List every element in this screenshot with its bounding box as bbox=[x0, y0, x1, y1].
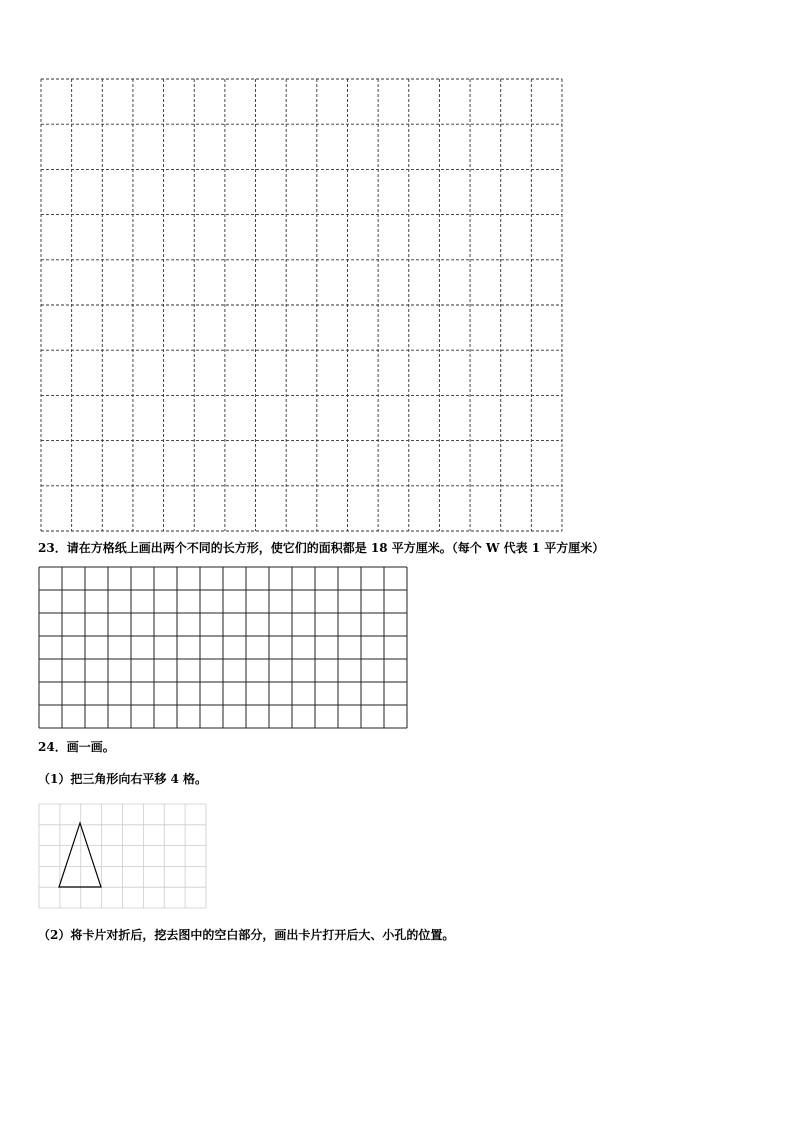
question-24-part-1: （1）把三角形向右平移 4 格。 bbox=[38, 772, 208, 786]
question-24-part-2: （2）将卡片对折后，挖去图中的空白部分，画出卡片打开后大、小孔的位置。 bbox=[38, 928, 455, 942]
question-23 bbox=[38, 540, 604, 556]
translation-grid bbox=[38, 803, 208, 909]
grid-lines bbox=[39, 567, 407, 728]
rectangle-drawing-grid bbox=[38, 566, 410, 730]
question-24-text: 画一画。 bbox=[66, 740, 115, 754]
answer-writing-grid bbox=[40, 78, 564, 532]
grid-lines bbox=[39, 804, 206, 908]
question-23-number: 23． bbox=[38, 541, 67, 555]
question-24 bbox=[38, 739, 115, 755]
triangle-shape bbox=[59, 823, 101, 887]
question-24-number: 24． bbox=[38, 740, 67, 754]
question-23-text: 请在方格纸上画出两个不同的长方形，使它们的面积都是 18 平方厘米。（每个 W 代表 1 平方厘米） bbox=[66, 541, 605, 555]
grid-lines bbox=[41, 79, 562, 531]
